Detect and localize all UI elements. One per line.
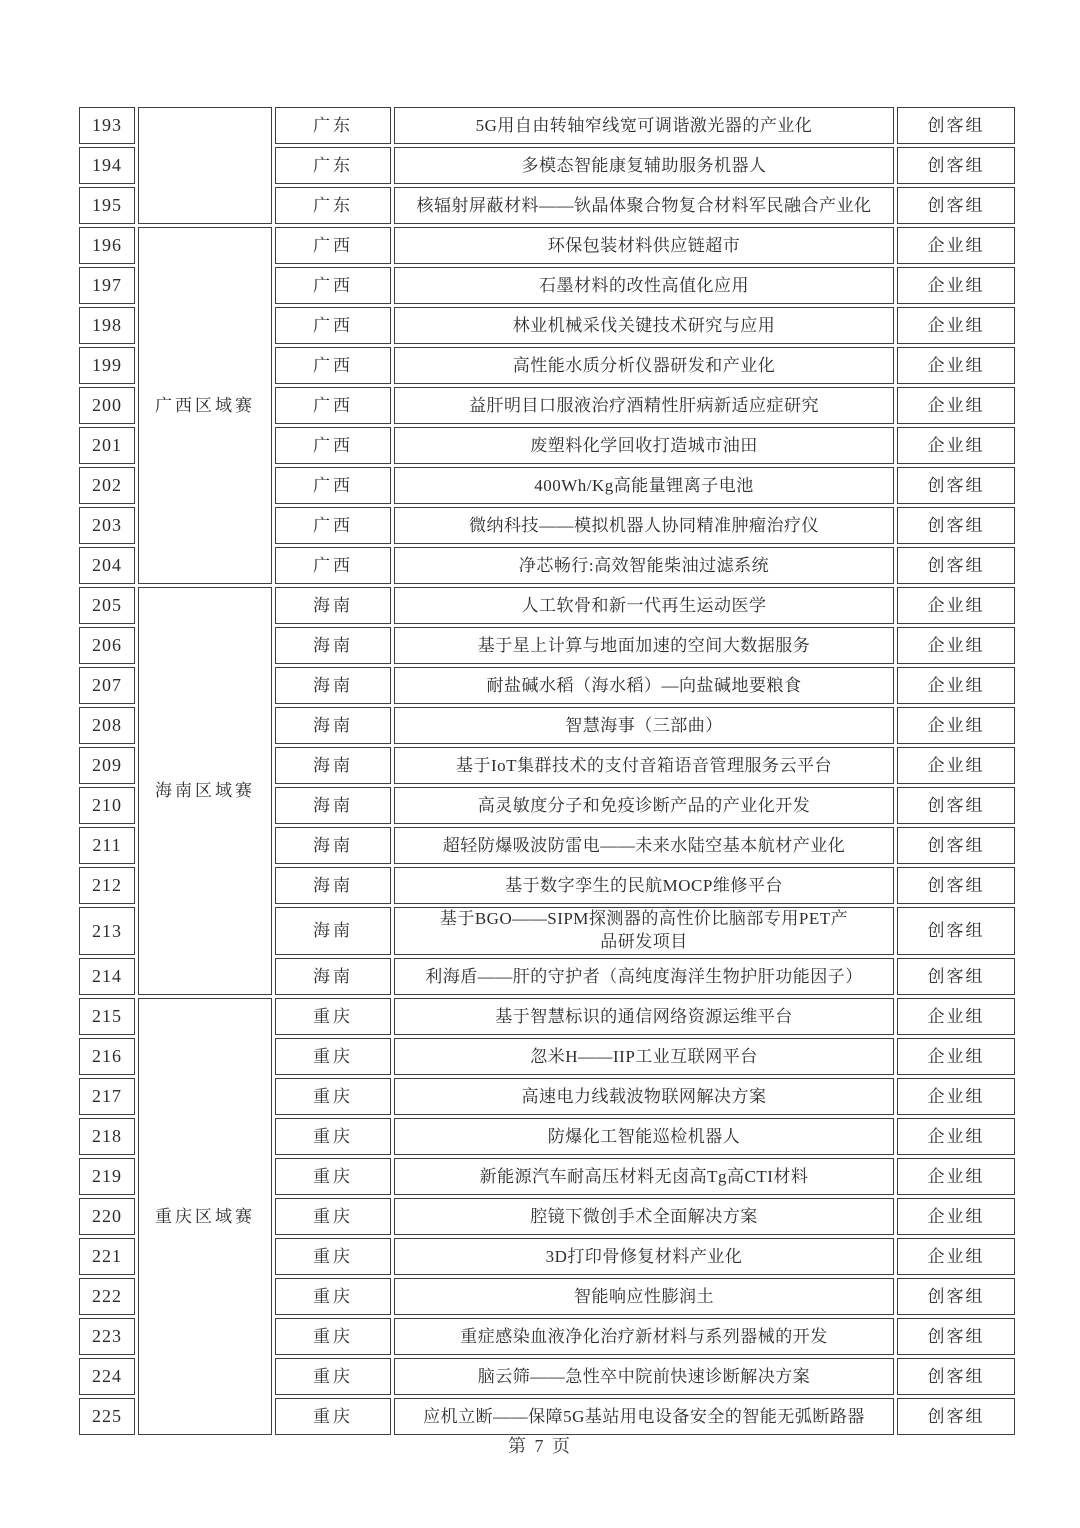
row-number-cell: 214 [79,958,135,995]
project-cell: 重症感染血液净化治疗新材料与系列器械的开发 [394,1318,894,1355]
group-cell: 企业组 [897,267,1015,304]
region-cell [138,107,272,224]
province-cell: 广西 [275,227,391,264]
row-number-cell: 222 [79,1278,135,1315]
project-cell: 高灵敏度分子和免疫诊断产品的产业化开发 [394,787,894,824]
table-row [79,587,1015,624]
row-number-cell: 207 [79,667,135,704]
province-cell: 海南 [275,707,391,744]
project-cell: 智慧海事（三部曲） [394,707,894,744]
row-number-cell: 202 [79,467,135,504]
project-cell: 忽米H——IIP工业互联网平台 [394,1038,894,1075]
project-cell: 耐盐碱水稻（海水稻）—向盐碱地要粮食 [394,667,894,704]
project-cell: 益肝明目口服液治疗酒精性肝病新适应症研究 [394,387,894,424]
province-cell: 广西 [275,467,391,504]
project-cell: 净芯畅行:高效智能柴油过滤系统 [394,547,894,584]
province-cell: 重庆 [275,1238,391,1275]
project-cell: 超轻防爆吸波防雷电——未来水陆空基本航材产业化 [394,827,894,864]
group-cell: 企业组 [897,1158,1015,1195]
group-cell: 企业组 [897,1238,1015,1275]
row-number-cell: 215 [79,998,135,1035]
row-number-cell: 198 [79,307,135,344]
province-cell: 广东 [275,107,391,144]
project-cell: 3D打印骨修复材料产业化 [394,1238,894,1275]
group-cell: 创客组 [897,1278,1015,1315]
project-cell: 环保包装材料供应链超市 [394,227,894,264]
project-cell: 林业机械采伐关键技术研究与应用 [394,307,894,344]
row-number-cell: 197 [79,267,135,304]
project-cell: 基于BGO——SIPM探测器的高性价比脑部专用PET产品研发项目 [394,907,894,955]
group-cell: 创客组 [897,547,1015,584]
province-cell: 广西 [275,427,391,464]
row-number-cell: 204 [79,547,135,584]
project-cell: 基于智慧标识的通信网络资源运维平台 [394,998,894,1035]
group-cell: 创客组 [897,467,1015,504]
group-cell: 创客组 [897,1318,1015,1355]
province-cell: 重庆 [275,1118,391,1155]
group-cell: 企业组 [897,747,1015,784]
row-number-cell: 213 [79,907,135,955]
project-cell: 石墨材料的改性高值化应用 [394,267,894,304]
province-cell: 重庆 [275,1358,391,1395]
province-cell: 海南 [275,787,391,824]
group-cell: 创客组 [897,507,1015,544]
region-cell: 海南区域赛 [138,587,272,995]
project-cell: 人工软骨和新一代再生运动医学 [394,587,894,624]
group-cell: 企业组 [897,587,1015,624]
project-cell: 高性能水质分析仪器研发和产业化 [394,347,894,384]
row-number-cell: 193 [79,107,135,144]
project-cell: 防爆化工智能巡检机器人 [394,1118,894,1155]
province-cell: 广东 [275,147,391,184]
province-cell: 广西 [275,547,391,584]
project-cell: 利海盾——肝的守护者（高纯度海洋生物护肝功能因子） [394,958,894,995]
province-cell: 海南 [275,627,391,664]
group-cell: 企业组 [897,1118,1015,1155]
project-cell: 微纳科技——模拟机器人协同精准肿瘤治疗仪 [394,507,894,544]
project-cell: 应机立断——保障5G基站用电设备安全的智能无弧断路器 [394,1398,894,1435]
row-number-cell: 216 [79,1038,135,1075]
group-cell: 企业组 [897,1038,1015,1075]
group-cell: 企业组 [897,427,1015,464]
group-cell: 企业组 [897,998,1015,1035]
group-cell: 企业组 [897,627,1015,664]
project-cell: 基于星上计算与地面加速的空间大数据服务 [394,627,894,664]
group-cell: 企业组 [897,387,1015,424]
entry-list-table [76,104,1018,1438]
project-cell: 400Wh/Kg高能量锂离子电池 [394,467,894,504]
project-cell: 基于IoT集群技术的支付音箱语音管理服务云平台 [394,747,894,784]
row-number-cell: 200 [79,387,135,424]
group-cell: 创客组 [897,107,1015,144]
province-cell: 海南 [275,907,391,955]
province-cell: 重庆 [275,1078,391,1115]
group-cell: 企业组 [897,347,1015,384]
row-number-cell: 212 [79,867,135,904]
row-number-cell: 201 [79,427,135,464]
project-cell: 腔镜下微创手术全面解决方案 [394,1198,894,1235]
province-cell: 海南 [275,958,391,995]
group-cell: 创客组 [897,827,1015,864]
row-number-cell: 217 [79,1078,135,1115]
province-cell: 海南 [275,747,391,784]
province-cell: 海南 [275,827,391,864]
table-row [79,998,1015,1035]
province-cell: 广西 [275,347,391,384]
row-number-cell: 206 [79,627,135,664]
row-number-cell: 208 [79,707,135,744]
group-cell: 企业组 [897,667,1015,704]
group-cell: 创客组 [897,907,1015,955]
group-cell: 创客组 [897,187,1015,224]
project-cell: 5G用自由转轴窄线宽可调谐激光器的产业化 [394,107,894,144]
province-cell: 海南 [275,587,391,624]
row-number-cell: 199 [79,347,135,384]
row-number-cell: 221 [79,1238,135,1275]
group-cell: 企业组 [897,1078,1015,1115]
row-number-cell: 209 [79,747,135,784]
row-number-cell: 220 [79,1198,135,1235]
province-cell: 重庆 [275,1278,391,1315]
province-cell: 重庆 [275,1158,391,1195]
province-cell: 广西 [275,267,391,304]
project-cell: 智能响应性膨润土 [394,1278,894,1315]
province-cell: 重庆 [275,1398,391,1435]
row-number-cell: 195 [79,187,135,224]
group-cell: 企业组 [897,1198,1015,1235]
province-cell: 重庆 [275,998,391,1035]
province-cell: 广西 [275,387,391,424]
province-cell: 广东 [275,187,391,224]
group-cell: 创客组 [897,787,1015,824]
project-cell: 脑云筛——急性卒中院前快速诊断解决方案 [394,1358,894,1395]
row-number-cell: 218 [79,1118,135,1155]
project-cell: 基于数字孪生的民航MOCP维修平台 [394,867,894,904]
group-cell: 创客组 [897,867,1015,904]
row-number-cell: 211 [79,827,135,864]
table-row [79,107,1015,144]
region-cell: 重庆区域赛 [138,998,272,1435]
row-number-cell: 196 [79,227,135,264]
province-cell: 海南 [275,867,391,904]
row-number-cell: 224 [79,1358,135,1395]
row-number-cell: 194 [79,147,135,184]
group-cell: 创客组 [897,1398,1015,1435]
page-number: 第 7 页 [508,1436,572,1456]
row-number-cell: 203 [79,507,135,544]
project-cell: 废塑料化学回收打造城市油田 [394,427,894,464]
group-cell: 创客组 [897,147,1015,184]
row-number-cell: 205 [79,587,135,624]
group-cell: 企业组 [897,227,1015,264]
province-cell: 广西 [275,307,391,344]
table-row [79,227,1015,264]
province-cell: 广西 [275,507,391,544]
group-cell: 企业组 [897,707,1015,744]
row-number-cell: 223 [79,1318,135,1355]
project-cell: 新能源汽车耐高压材料无卤高Tg高CTI材料 [394,1158,894,1195]
province-cell: 重庆 [275,1038,391,1075]
group-cell: 创客组 [897,958,1015,995]
project-cell: 多模态智能康复辅助服务机器人 [394,147,894,184]
province-cell: 重庆 [275,1198,391,1235]
row-number-cell: 210 [79,787,135,824]
region-cell: 广西区域赛 [138,227,272,584]
group-cell: 企业组 [897,307,1015,344]
project-cell: 核辐射屏蔽材料——钬晶体聚合物复合材料军民融合产业化 [394,187,894,224]
province-cell: 海南 [275,667,391,704]
project-cell: 高速电力线载波物联网解决方案 [394,1078,894,1115]
group-cell: 创客组 [897,1358,1015,1395]
row-number-cell: 219 [79,1158,135,1195]
row-number-cell: 225 [79,1398,135,1435]
province-cell: 重庆 [275,1318,391,1355]
